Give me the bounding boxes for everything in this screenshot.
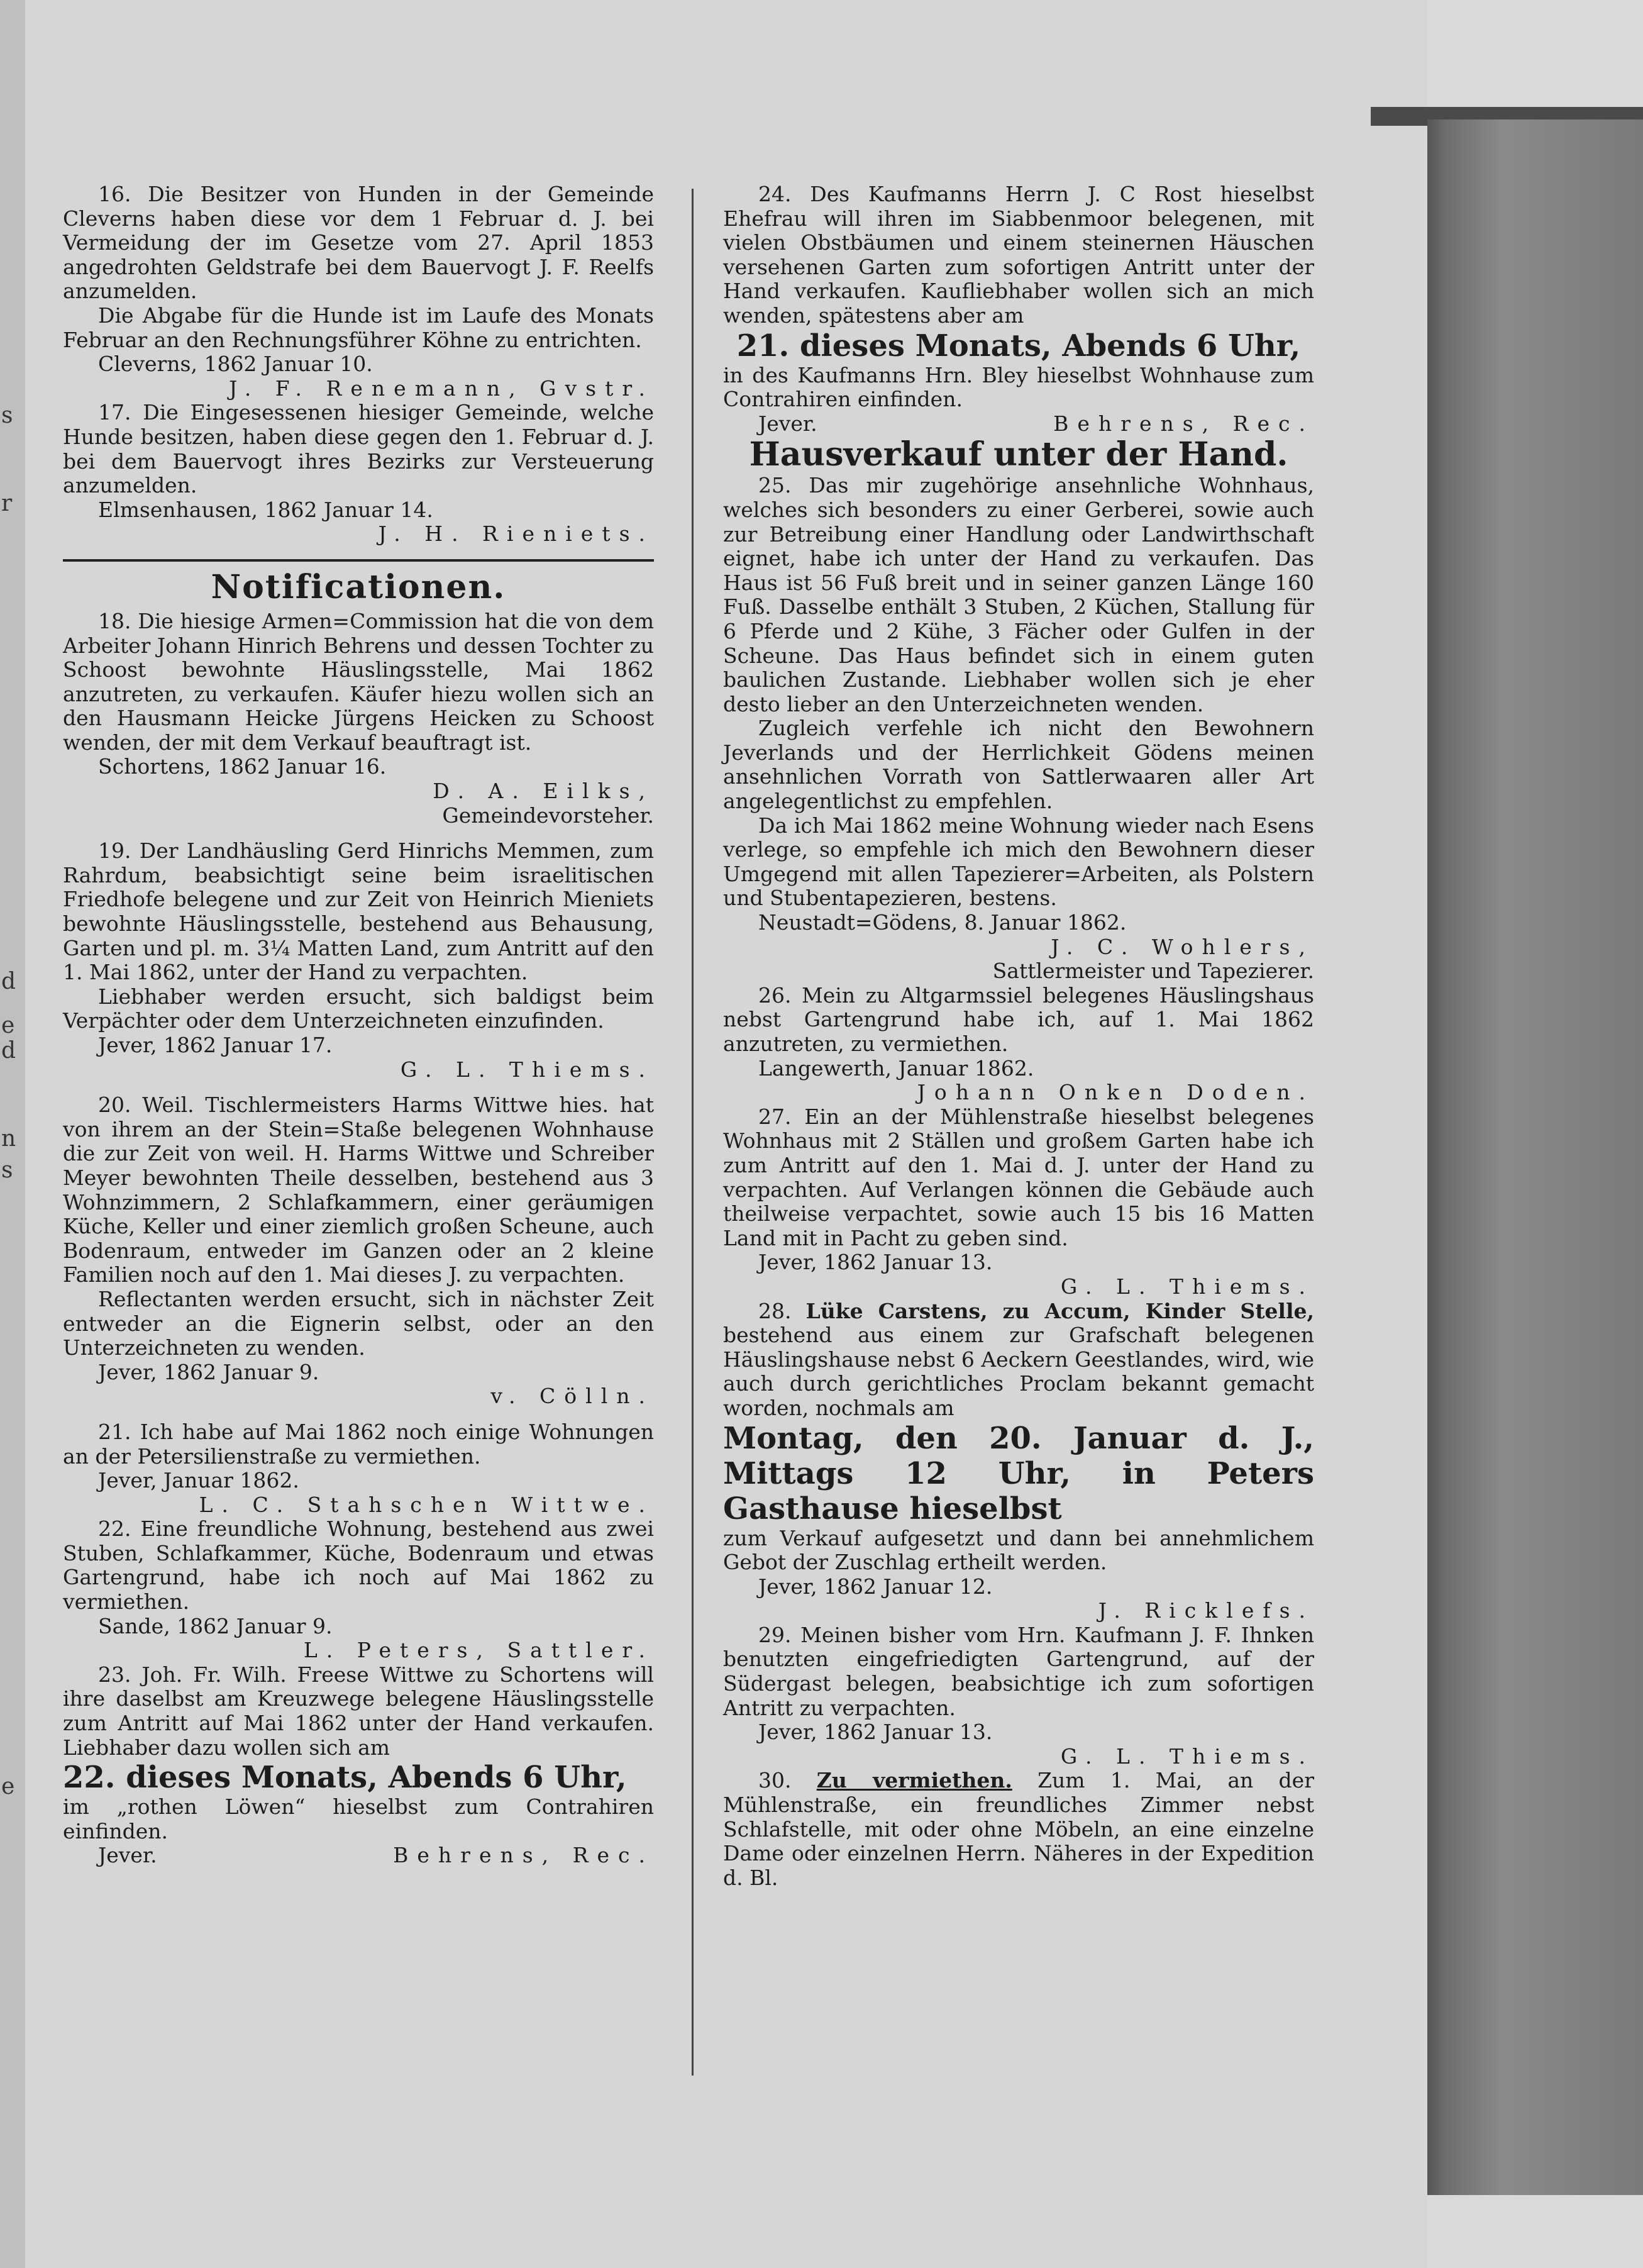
column-divider <box>692 189 694 2076</box>
edge-letter: e <box>1 1013 15 1038</box>
notice-19-signature: G. L. Thiems. <box>400 1057 654 1082</box>
facing-page-edge <box>0 0 25 2268</box>
notice-19-text-2: Liebhaber werden ersucht, sich baldigst beim Verpächter oder dem Unterzeichneten einzufinden. <box>63 984 654 1033</box>
notice-21-signature: L. C. Stahschen Wittwe. <box>199 1492 654 1517</box>
notice-17-signature: J. H. Rieniets. <box>378 521 654 547</box>
notice-23-text-2: im „rothen Löwen“ hieselbst zum Contrahiren einfinden. <box>63 1794 654 1843</box>
notice-25-place-date: Neustadt=Gödens, 8. Januar 1862. <box>758 910 1127 935</box>
notice-19-text: 19. Der Landhäusling Gerd Hinrichs Memmen, zum Rahrdum, beabsichtigt seine beim israelitischen Friedhofe belegene und zur Zeit von Heinrich Mieniets bewohnte Häuslingsstelle, bestehend aus Behausung, Garten und pl. m. 3¼ Matten Land, zum Antritt auf den 1. Mai 1862, unter der Hand zu verpachten. <box>63 838 654 985</box>
notice-23-footer <box>63 1843 654 1868</box>
notice-18-title: Gemeindevorsteher. <box>442 803 654 828</box>
notice-29-place-date: Jever, 1862 Januar 13. <box>758 1720 993 1745</box>
notice-17-text: 17. Die Eingesessenen hiesiger Gemeinde, welche Hunde besitzen, haben diese gegen den 1. Februar d. J. bei dem Bauervogt ihres Bezirks zur Versteuerung anzumelden. <box>63 400 654 498</box>
notice-26-place-date: Langewerth, Januar 1862. <box>758 1055 1034 1081</box>
notice-23-signature: Behrens, Rec. <box>393 1843 654 1868</box>
notice-22-signature: L. Peters, Sattler. <box>303 1638 654 1663</box>
notice-29-signature: G. L. Thiems. <box>1060 1743 1314 1769</box>
notice-28-place-date: Jever, 1862 Januar 12. <box>758 1574 993 1599</box>
notice-16-text: 16. Die Besitzer von Hunden in der Gemeinde Cleverns haben diese vor dem 1 Februar d. J. bei Vermeidung der im Gesetze vom 27. April 1853 angedrohten Geldstrafe bei dem Bauervogt J. F. Reelfs anzumelden. <box>63 182 654 304</box>
notice-30-body: Zum 1. Mai, an der Mühlenstraße, ein freundliches Zimmer nebst Schlafstelle, mit oder ohne Möbeln, an eine einzelne Dame oder einzelnen Herrn. Näheres in der Expedition d. Bl. <box>723 1768 1314 1890</box>
notice-25-text-2: Zugleich verfehle ich nicht den Bewohnern Jeverlands und der Herrlichkeit Gödens meinen ansehnlichen Vorrath von Sattlerwaaren aller Art angelegentlichst zu empfehlen. <box>723 716 1314 814</box>
notice-24-text: 24. Des Kaufmanns Herrn J. C Rost hieselbst Ehefrau will ihren im Siabbenmoor belegenen, mit vielen Obstbäumen und einem steinernen Häuschen versehenen Garten zum sofortigen Antritt unter der Hand verkaufen. Kaufliebhaber wollen sich an mich wenden, spätestens aber am <box>723 182 1314 328</box>
edge-letter: d <box>1 969 16 994</box>
notice-21-text: 21. Ich habe auf Mai 1862 noch einige Wohnungen an der Petersilienstraße zu vermiethen. <box>63 1419 654 1469</box>
notice-26-signature: Johann Onken Doden. <box>917 1080 1314 1105</box>
notice-23-text: 23. Joh. Fr. Wilh. Freese Wittwe zu Schortens will ihre daselbst am Kreuzwege belegene Häuslingsstelle zum Antritt auf Mai 1862 unter der Hand verkaufen. Liebhaber dazu wollen sich am <box>63 1662 654 1760</box>
notice-26-text: 26. Mein zu Altgarmssiel belegenes Häuslingshaus nebst Gartengrund habe ich, auf 1. Mai 1862 anzutreten, zu vermiethen. <box>723 982 1314 1056</box>
notice-28-body: bestehend aus einem zur Grafschaft belegenen Häuslingshause nebst 6 Aeckern Geestlandes, wird, wie auch durch gerichtliches Proclam bekannt gemacht worden, nochmals am <box>723 1323 1314 1420</box>
notice-25-heading: Hausverkauf unter der Hand. <box>749 435 1288 474</box>
notice-25-signature: J. C. Wohlers, <box>1051 934 1314 959</box>
notice-24-text-2: in des Kaufmanns Hrn. Bley hieselbst Wohnhause zum Contrahiren einfinden. <box>723 362 1314 412</box>
book-binding <box>1427 120 1643 2195</box>
notice-19-place-date: Jever, 1862 Januar 17. <box>98 1033 333 1057</box>
notice-25-title: Sattlermeister und Tapezierer. <box>992 959 1314 984</box>
notice-28-text <box>723 1299 1314 1421</box>
right-column <box>723 182 1314 1890</box>
notice-29-text: 29. Meinen bisher vom Hrn. Kaufmann J. F. Ihnken benutzten eingefriedigten Gartengrund, auf der Südergast belegen, beabsichtige ich zum sofortigen Antritt zu verpachten. <box>723 1622 1314 1720</box>
notice-28-signature: J. Ricklefs. <box>1098 1598 1314 1623</box>
notice-27-signature: G. L. Thiems. <box>1060 1274 1314 1299</box>
notice-16-place-date: Cleverns, 1862 Januar 10. <box>98 352 373 377</box>
notice-28-text-2: zum Verkauf aufgesetzt und dann bei annehmlichem Gebot der Zuschlag ertheilt werden. <box>723 1525 1314 1575</box>
notice-22-place-date: Sande, 1862 Januar 9. <box>98 1613 333 1638</box>
notice-27-place-date: Jever, 1862 Januar 13. <box>758 1250 993 1275</box>
notice-28-number: 28. <box>758 1298 792 1323</box>
notice-25-text-3: Da ich Mai 1862 meine Wohnung wieder nach Esens verlege, so empfehle ich mich den Bewohnern dieser Umgegend mit allen Tapezierer=Arbeiten, als Polstern und Stubentapezieren, bestens. <box>723 813 1314 911</box>
notice-20-signature: v. Cölln. <box>490 1384 654 1409</box>
edge-letter: e <box>1 1774 15 1799</box>
left-column <box>63 182 654 1868</box>
edge-letter: s <box>1 1157 13 1183</box>
notice-28-date-highlight: Montag, den 20. Januar d. J., Mittags 12 Uhr, in Peters Gasthause hieselbst <box>723 1420 1314 1526</box>
notice-24-date-highlight: 21. dieses Monats, Abends 6 Uhr, <box>736 328 1301 364</box>
edge-letter: s <box>1 403 13 428</box>
notice-18-place-date: Schortens, 1862 Januar 16. <box>98 754 387 779</box>
notice-24-signature: Behrens, Rec. <box>1053 411 1314 436</box>
notice-30-text <box>723 1769 1314 1890</box>
notice-30-bold: Zu vermiethen. <box>816 1768 1012 1793</box>
notice-30-number: 30. <box>758 1768 792 1793</box>
notice-28-bold: Lüke Carstens, zu Accum, Kinder Stelle, <box>805 1298 1314 1323</box>
edge-letter: n <box>1 1126 16 1152</box>
notice-27-text: 27. Ein an der Mühlenstraße hieselbst belegenes Wohnhaus mit 2 Ställen und großem Garten habe ich zum Antritt auf den 1. Mai d. J. unter der Hand zu verpachten. Auf Verlangen können die Gebäude auch theilweise verpachtet, sowie auch 15 bis 16 Matten Land mit in Pacht zu geben sind. <box>723 1104 1314 1250</box>
notice-20-text: 20. Weil. Tischlermeisters Harms Wittwe hies. hat von ihrem an der Stein=Staße belegenen Wohnhause die zur Zeit von weil. H. Harms Wittwe und Schreiber Meyer bewohnten Theile desselben, bestehend aus 3 Wohnzimmern, 2 Schlafkammern, einer geräumigen Küche, Keller und einer ziemlich großen Scheune, auch Bodenraum, entweder im Ganzen oder an 2 kleine Familien noch auf den 1. Mai dieses J. zu verpachten. <box>63 1092 654 1287</box>
notice-21-place-date: Jever, Januar 1862. <box>98 1468 299 1493</box>
notice-16-text-2: Die Abgabe für die Hunde ist im Laufe des Monats Februar an den Rechnungsführer Köhne zu entrichten. <box>63 303 654 352</box>
section-heading: Notificationen. <box>211 567 506 606</box>
section-rule <box>63 559 654 562</box>
notice-24-footer <box>723 412 1314 436</box>
notice-18-text: 18. Die hiesige Armen=Commission hat die von dem Arbeiter Johann Hinrich Behrens und dessen Tochter zu Schoost bewohnte Häuslingsstelle, Mai 1862 anzutreten, zu verkaufen. Käufer hiezu wollen sich an den Hausmann Heicke Jürgens Heicken zu Schoost wenden, der mit dem Verkauf beauftragt ist. <box>63 608 654 755</box>
edge-letter: d <box>1 1038 16 1064</box>
notice-23-place: Jever. <box>98 1843 157 1868</box>
notice-16-signature: J. F. Renemann, Gvstr. <box>229 375 654 401</box>
notice-18-signature: D. A. Eilks, <box>433 779 654 804</box>
notice-17-place-date: Elmsenhausen, 1862 Januar 14. <box>98 497 433 522</box>
notice-25-text: 25. Das mir zugehörige ansehnliche Wohnhaus, welches sich besonders zu einer Gerberei, sowie auch zur Betreibung einer Handlung oder Landwirthschaft eignet, habe ich unter der Hand zu verkaufen. Das Haus ist 56 Fuß breit und in seiner ganzen Länge 160 Fuß. Dasselbe enthält 3 Stuben, 2 Küchen, Stallung für 6 Pferde und 2 Kühe, 3 Fächer oder Gulfen in der Scheune. Das Haus befindet sich in einem guten baulichen Zustande. Liebhaber wollen sich je eher desto lieber an den Unterzeichneten wenden. <box>723 473 1314 716</box>
notice-22-text: 22. Eine freundliche Wohnung, bestehend aus zwei Stuben, Schlafkammer, Küche, Bodenraum und etwas Gartengrund, habe ich noch auf Mai 1862 zu vermiethen. <box>63 1516 654 1615</box>
edge-letter: r <box>1 491 13 516</box>
notice-24-place: Jever. <box>758 411 817 436</box>
notice-20-text-2: Reflectanten werden ersucht, sich in nächster Zeit entweder an die Eignerin selbst, oder an den Unterzeichneten zu wenden. <box>63 1286 654 1360</box>
notice-20-place-date: Jever, 1862 Januar 9. <box>98 1359 319 1384</box>
notice-23-date-highlight: 22. dieses Monats, Abends 6 Uhr, <box>63 1760 627 1796</box>
